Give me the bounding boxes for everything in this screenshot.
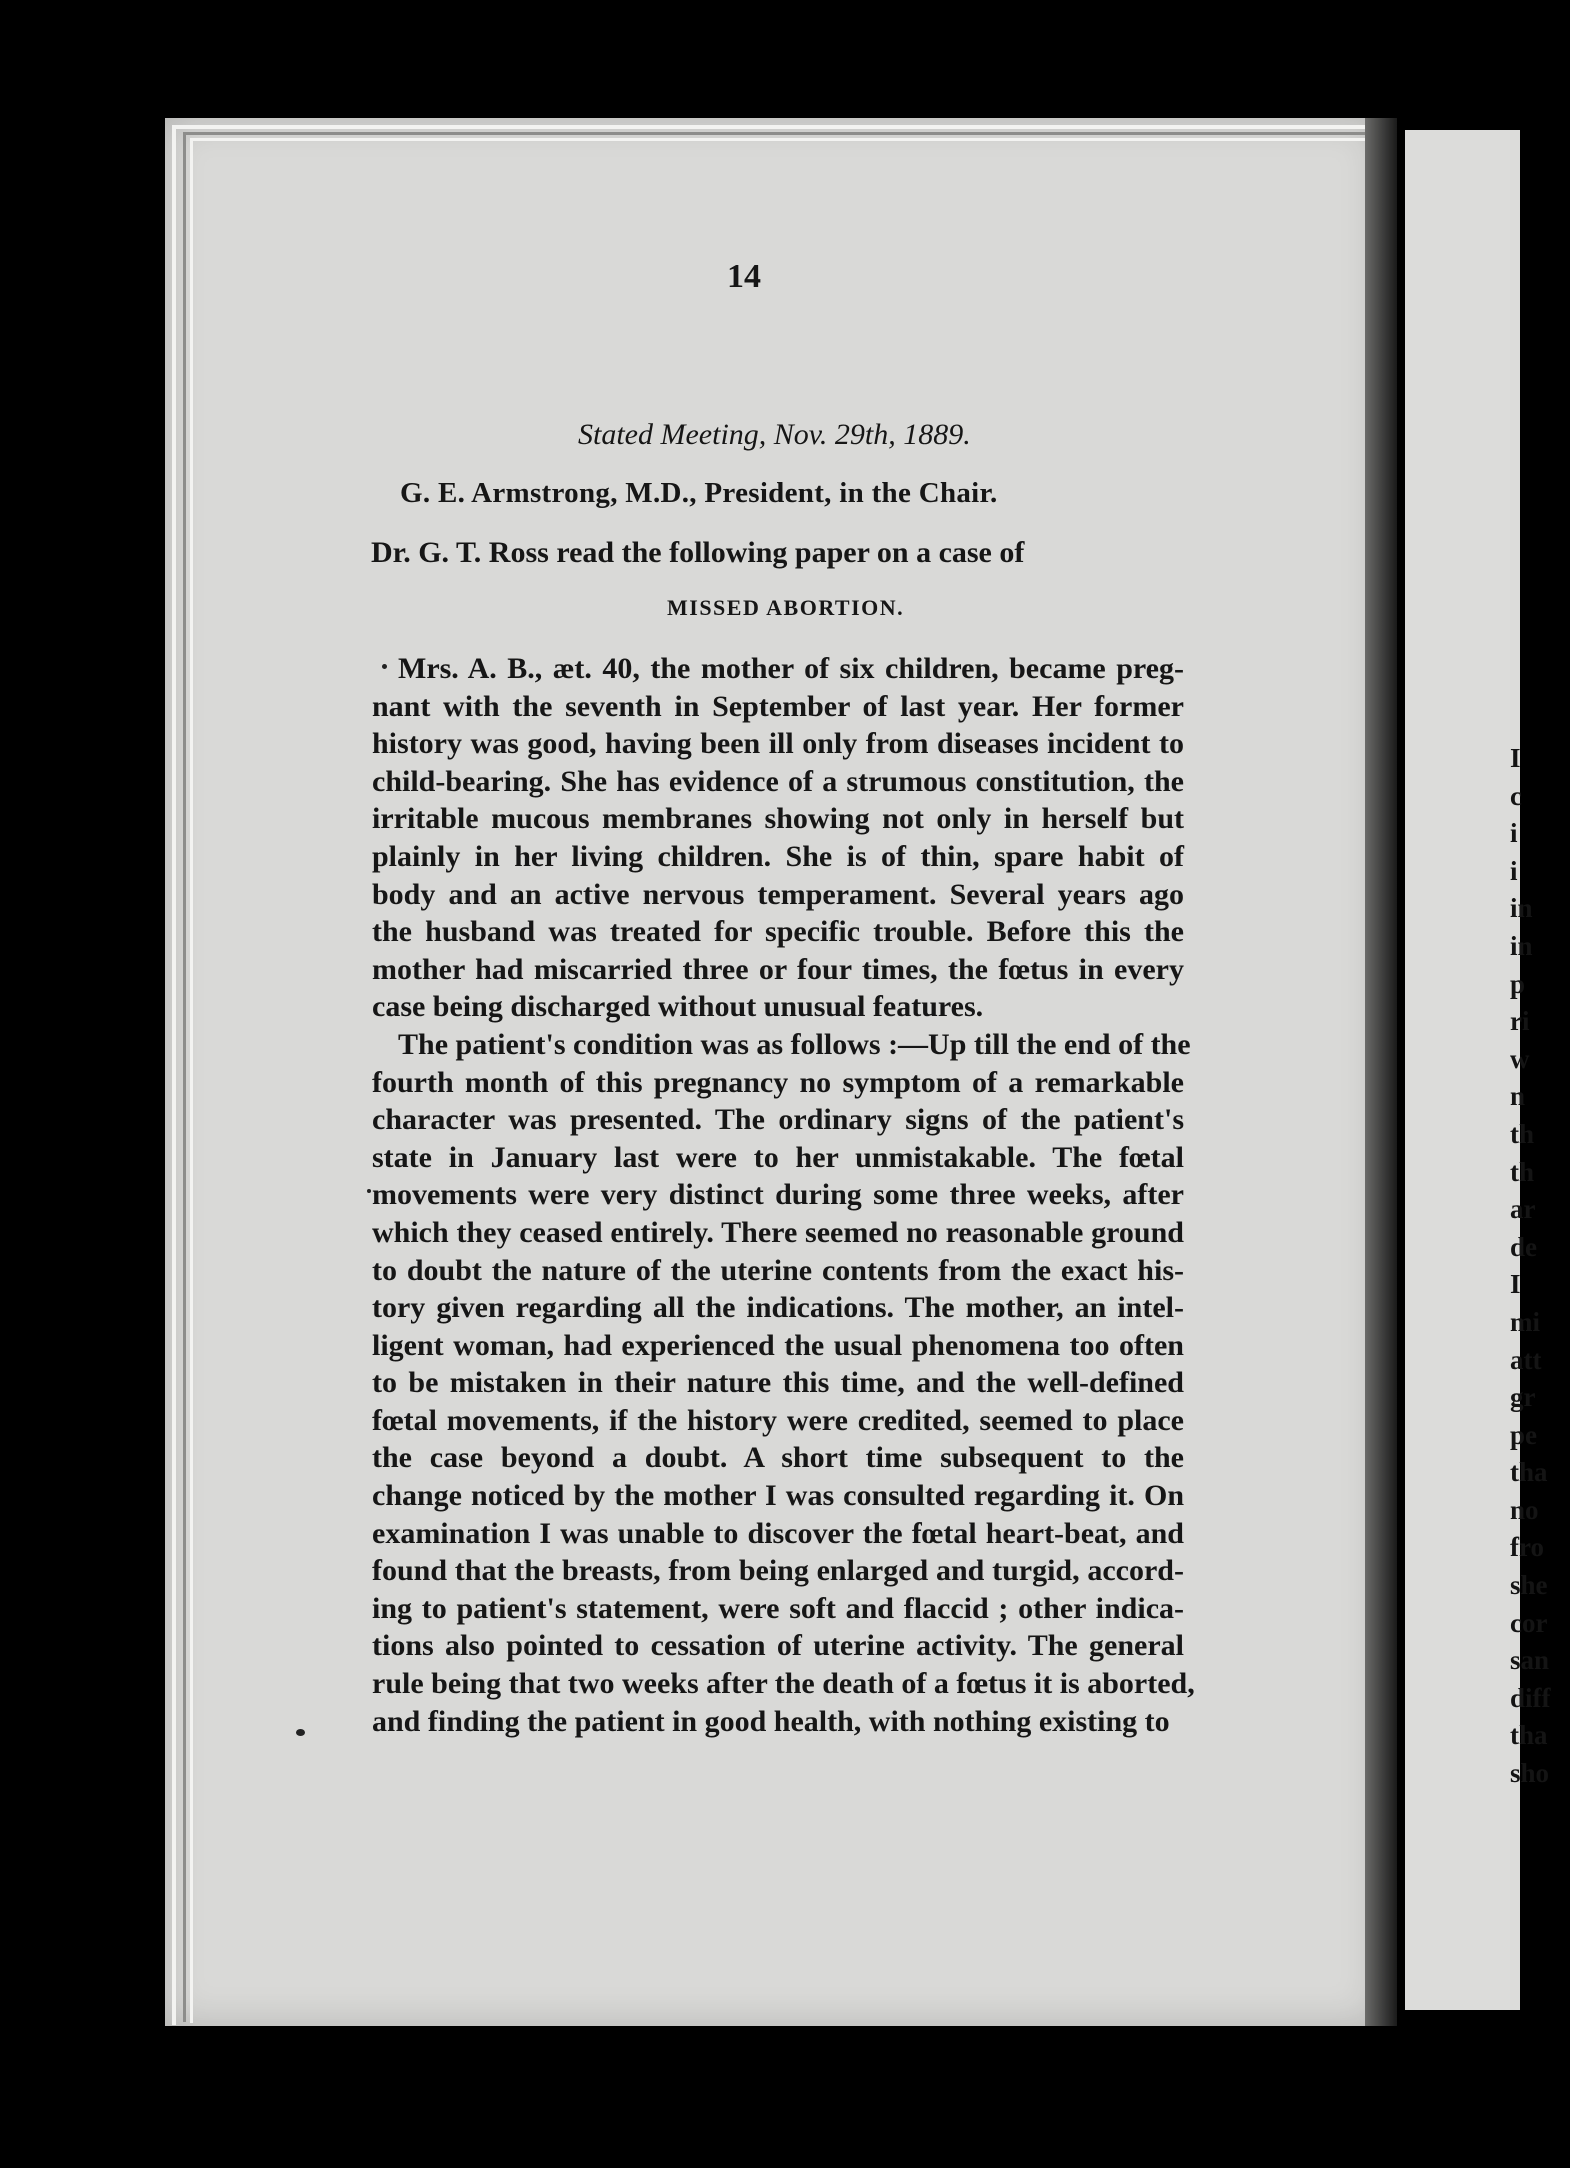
paper-title: MISSED ABORTION.: [667, 595, 905, 620]
text-line: ligent woman, had experienced the usual phenomena too often: [372, 1328, 1184, 1362]
adjacent-fragment: san: [1510, 1645, 1550, 1676]
text-line: to be mistaken in their nature this time, and the well-defined: [372, 1366, 1184, 1400]
text-line: tory given regarding all the indications. The mother, an intel-: [372, 1291, 1184, 1325]
text-line: the husband was treated for specific trouble. Before this the: [372, 915, 1184, 949]
adjacent-fragment: i: [1510, 855, 1518, 886]
page-edge: [190, 138, 1378, 141]
text-line: the case beyond a doubt. A short time subsequent to the: [372, 1441, 1184, 1475]
adjacent-fragment: diff: [1510, 1682, 1551, 1713]
adjacent-fragment: tha: [1510, 1457, 1548, 1488]
text-line: examination I was unable to discover the fœtal heart-beat, and: [372, 1516, 1184, 1550]
adjacent-fragment: th: [1510, 1156, 1535, 1187]
text-line: rule being that two weeks after the death of a fœtus it is aborted,: [372, 1667, 1195, 1701]
text-line: nant with the seventh in September of last year. Her former: [372, 689, 1184, 723]
text-line: fourth month of this pregnancy no symptom of a remarkable: [372, 1065, 1184, 1099]
text-line: Mrs. A. B., æt. 40, the mother of six children, became preg-: [398, 652, 1184, 685]
reader-heading: Dr. G. T. Ross read the following paper on a case of: [371, 536, 1025, 569]
adjacent-fragment: n: [1510, 1081, 1526, 1112]
chair-heading: G. E. Armstrong, M.D., President, in the Chair.: [400, 477, 998, 509]
page-edge: [172, 125, 1377, 129]
book-gutter: [1365, 118, 1397, 2026]
adjacent-fragment: ri: [1510, 1006, 1530, 1037]
adjacent-fragment: ar: [1510, 1194, 1536, 1225]
text-line: and finding the patient in good health, with nothing existing to: [372, 1704, 1170, 1738]
adjacent-fragment: cor: [1510, 1607, 1548, 1638]
adjacent-page-text: [1510, 740, 1570, 1793]
text-line: change noticed by the mother I was consulted regarding it. On: [372, 1479, 1184, 1513]
text-line: body and an active nervous temperament. Several years ago: [372, 877, 1184, 911]
text-line: irritable mucous membranes showing not only in herself but: [372, 802, 1184, 836]
page-number: 14: [727, 258, 761, 295]
adjacent-fragment: I: [1510, 1269, 1521, 1300]
text-line: child-bearing. She has evidence of a strumous constitution, the: [372, 764, 1184, 798]
adjacent-fragment: att: [1510, 1344, 1542, 1375]
meeting-heading: Stated Meeting, Nov. 29th, 1889.: [578, 418, 971, 451]
adjacent-fragment: mi: [1510, 1306, 1540, 1337]
text-line: state in January last were to her unmistakable. The fœtal: [372, 1140, 1184, 1174]
adjacent-fragment: no: [1510, 1494, 1539, 1525]
adjacent-page: [1405, 130, 1520, 2010]
adjacent-fragment: I: [1510, 743, 1521, 773]
adjacent-fragment: th: [1510, 1118, 1535, 1149]
adjacent-fragment: de: [1510, 1231, 1537, 1262]
page-edge: [183, 132, 1378, 135]
text-line: mother had miscarried three or four times, the fœtus in every: [372, 952, 1184, 986]
text-line: character was presented. The ordinary signs of the patient's: [372, 1103, 1184, 1137]
text-line: case being discharged without unusual features.: [372, 990, 984, 1024]
scan-speck: [382, 664, 387, 669]
adjacent-fragment: pe: [1510, 1419, 1537, 1450]
text-line: fœtal movements, if the history were credited, seemed to place: [372, 1403, 1184, 1437]
text-line: to doubt the nature of the uterine contents from the exact his-: [372, 1253, 1184, 1287]
page-edge: [172, 125, 176, 2025]
text-line: plainly in her living children. She is of thin, spare habit of: [372, 839, 1184, 873]
adjacent-fragment: i: [1510, 818, 1518, 849]
adjacent-fragment: gr: [1510, 1382, 1536, 1413]
page-edge: [183, 132, 186, 2022]
adjacent-fragment: c: [1510, 780, 1522, 811]
text-line: movements were very distinct during some three weeks, after: [372, 1178, 1184, 1212]
adjacent-fragment: tha: [1510, 1720, 1548, 1751]
text-line: history was good, having been ill only from diseases incident to: [372, 727, 1184, 761]
adjacent-fragment: in: [1510, 930, 1533, 961]
article-body: [372, 650, 1195, 1740]
text-line: The patient's condition was as follows :—Up till the end of the: [398, 1027, 1191, 1061]
adjacent-fragment: fro: [1510, 1532, 1544, 1563]
page-edge: [190, 138, 193, 2023]
adjacent-fragment: she: [1510, 1570, 1548, 1601]
adjacent-fragment: in: [1510, 893, 1533, 924]
adjacent-fragment: p: [1510, 968, 1526, 999]
adjacent-fragment: sho: [1510, 1758, 1550, 1789]
text-line: which they ceased entirely. There seemed no reasonable ground: [372, 1215, 1184, 1249]
text-line: ing to patient's statement, were soft and flaccid ; other indica-: [372, 1591, 1184, 1625]
text-line: found that the breasts, from being enlarged and turgid, accord-: [372, 1554, 1184, 1588]
adjacent-fragment: w: [1510, 1043, 1530, 1074]
text-line: tions also pointed to cessation of uterine activity. The general: [372, 1629, 1184, 1663]
scan-speck: [367, 1189, 371, 1193]
scan-speck: [296, 1729, 305, 1736]
